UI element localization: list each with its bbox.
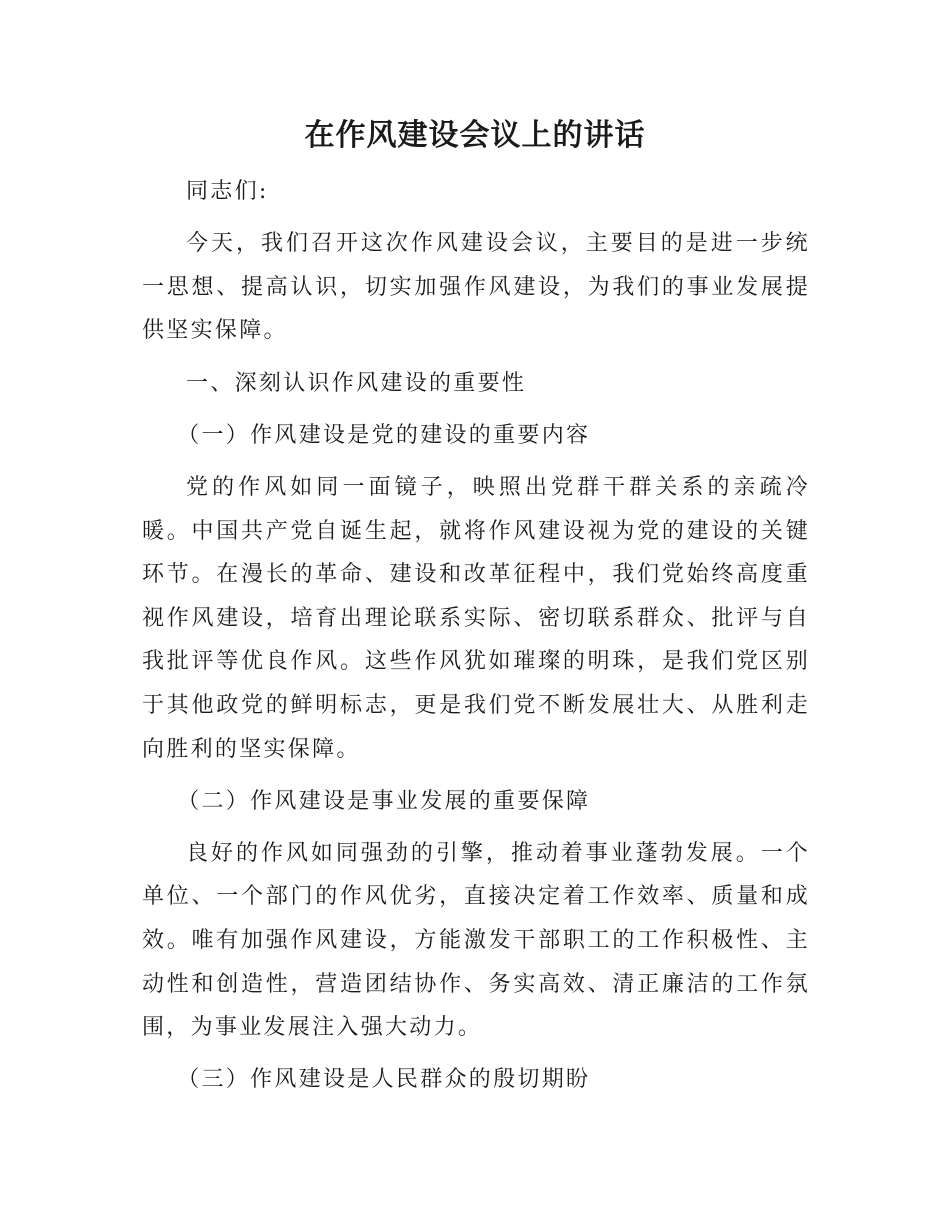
subsection-heading-2: （二）作风建设是事业发展的重要保障 (177, 788, 591, 814)
document-title: 在作风建设会议上的讲话 (304, 118, 646, 153)
subsection-heading-1: （一）作风建设是党的建设的重要内容 (177, 422, 591, 448)
intro-paragraph: 今天，我们召开这次作风建设会议，主要目的是进一步统一思想、提高认识，切实加强作风建设，为我们的事业发展提供坚实保障。 (142, 231, 810, 344)
document-body (142, 170, 810, 1111)
subsection-heading-3: （三）作风建设是人民群众的殷切期盼 (177, 1067, 591, 1093)
subsection-paragraph-1: 党的作风如同一面镜子，映照出党群干群关系的亲疏冷暖。中国共产党自诞生起，就将作风建设视为党的建设的关键环节。在漫长的革命、建设和改革征程中，我们党始终高度重视作风建设，培育出理论联系实际、密切联系群众、批评与自我批评等优良作风。这些作风犹如璀璨的明珠，是我们党区别于其他政党的鲜明标志，更是我们党不断发展壮大、从胜利走向胜利的坚实保障。 (142, 474, 810, 762)
subsection-paragraph-2: 良好的作风如同强劲的引擎，推动着事业蓬勃发展。一个单位、一个部门的作风优劣，直接决定着工作效率、质量和成效。唯有加强作风建设，方能激发干部职工的工作积极性、主动性和创造性，营造团结协作、务实高效、清正廉洁的工作氛围，为事业发展注入强大动力。 (142, 840, 810, 1041)
salutation: 同志们: (186, 179, 269, 204)
section-heading-1: 一、深刻认识作风建设的重要性 (186, 370, 527, 396)
